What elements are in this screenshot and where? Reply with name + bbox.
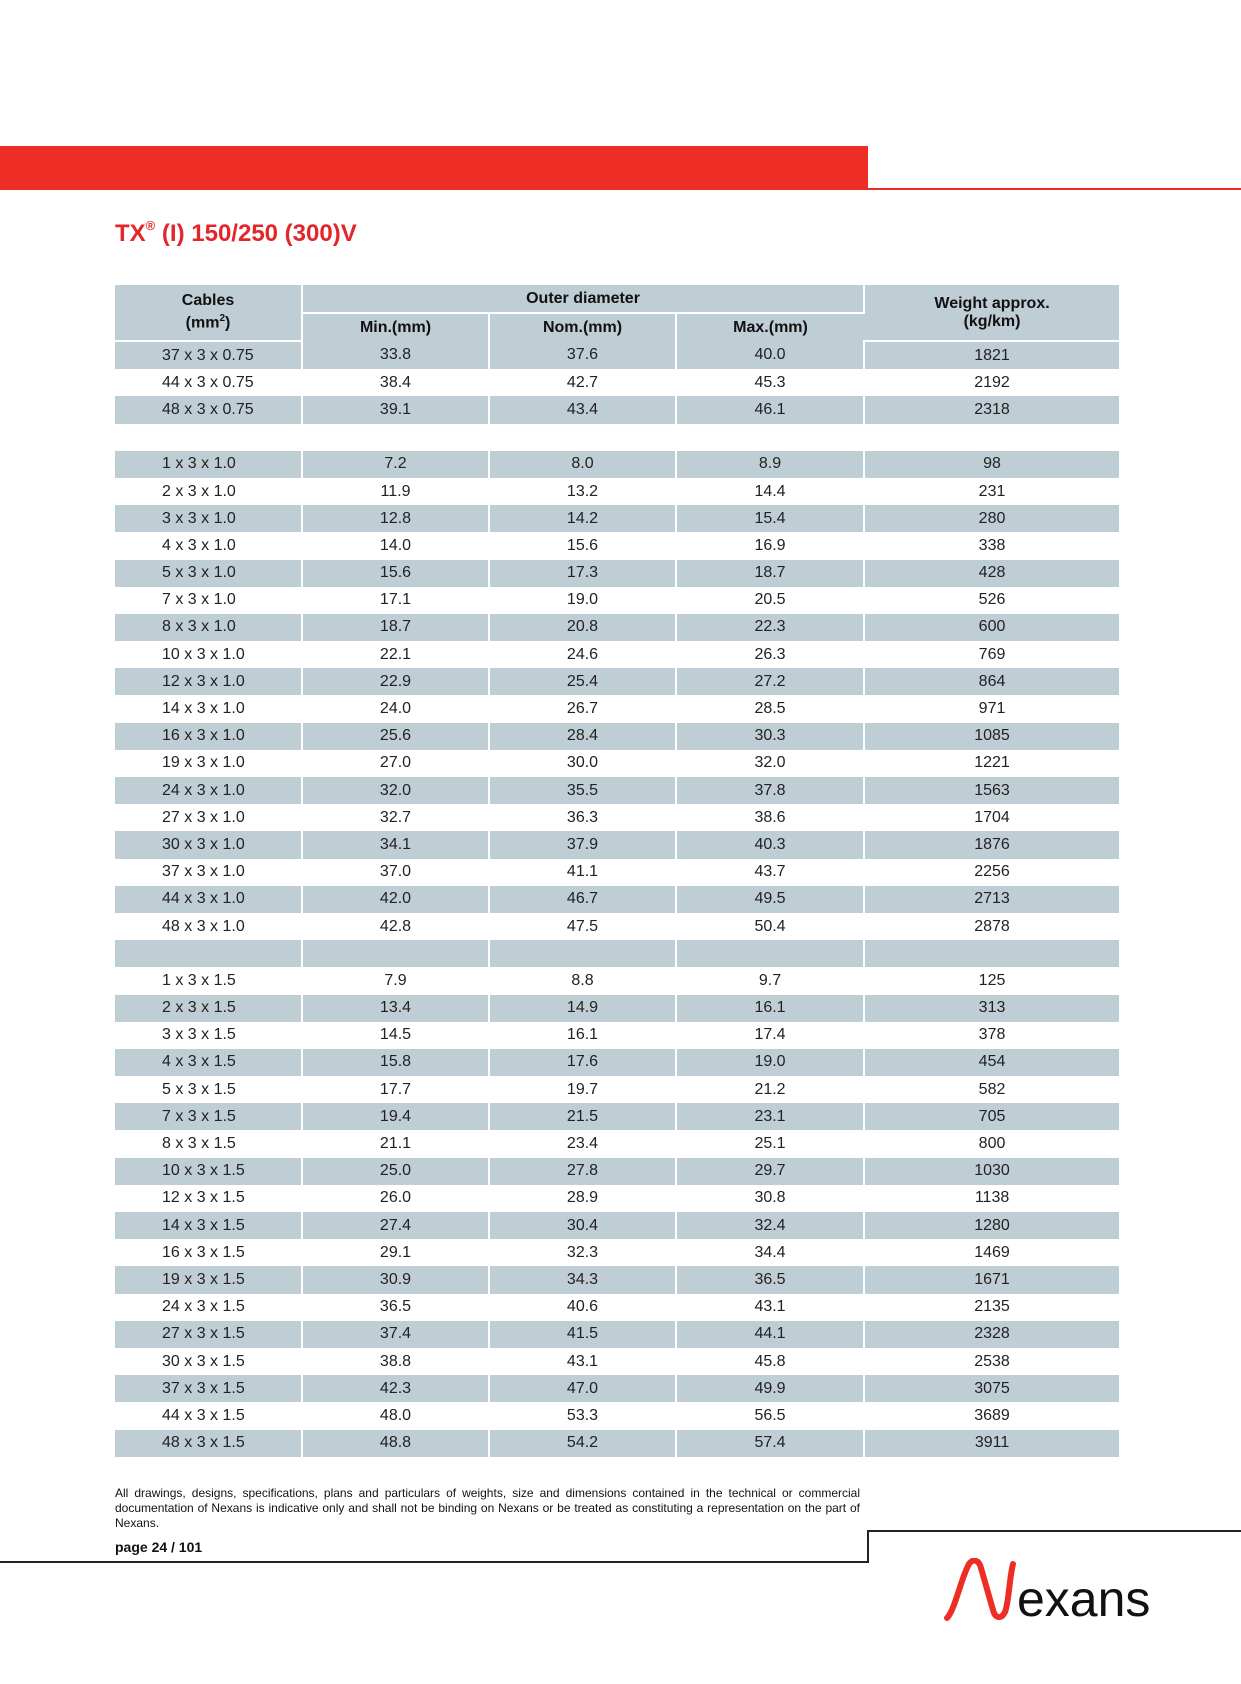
cell-cable: 44 x 3 x 1.5	[115, 1402, 302, 1429]
header-cables-unit	[115, 310, 301, 332]
cell-nom: 19.7	[489, 1076, 676, 1103]
cell-max: 32.4	[676, 1212, 864, 1239]
cell-min: 39.1	[302, 396, 489, 423]
cell-nom: 53.3	[489, 1402, 676, 1429]
cell-weight: 313	[978, 999, 1006, 1017]
cell-nom: 25.4	[489, 668, 676, 695]
cell-min: 17.7	[302, 1076, 489, 1103]
cell-min: 42.0	[302, 886, 489, 913]
cell-max: 30.8	[676, 1185, 864, 1212]
cell-nom: 42.7	[489, 369, 676, 396]
cell-max: 30.3	[676, 723, 864, 750]
table-body	[115, 341, 1119, 1457]
table-row	[115, 396, 1119, 423]
cell-min: 7.9	[302, 967, 489, 994]
header-cables-unit-sup: 2	[219, 313, 225, 325]
table-row	[115, 967, 1119, 994]
cell-cable: 1 x 3 x 1.5	[115, 967, 302, 994]
cell-weight: 769	[978, 645, 1006, 663]
cell-nom: 19.0	[489, 587, 676, 614]
table-row	[115, 641, 1119, 668]
table-row	[115, 1294, 1119, 1321]
cell-cable: 3 x 3 x 1.5	[115, 1022, 302, 1049]
cell-cable	[115, 424, 302, 451]
cell-cable: 12 x 3 x 1.0	[115, 668, 302, 695]
table-row	[115, 1348, 1119, 1375]
cell-weight: 1221	[974, 754, 1010, 772]
cell-nom: 28.9	[489, 1185, 676, 1212]
cell-nom: 21.5	[489, 1103, 676, 1130]
cell-cable: 2 x 3 x 1.5	[115, 995, 302, 1022]
cell-nom: 17.6	[489, 1049, 676, 1076]
table-row	[115, 995, 1119, 1022]
cell-max: 28.5	[676, 695, 864, 722]
cell-nom: 23.4	[489, 1130, 676, 1157]
table-row	[115, 1321, 1119, 1348]
table-row	[115, 913, 1119, 940]
cell-cable: 48 x 3 x 1.0	[115, 913, 302, 940]
cell-max: 26.3	[676, 641, 864, 668]
footer-line-step	[867, 1530, 869, 1563]
cell-cable: 37 x 3 x 1.0	[115, 859, 302, 886]
table-row	[115, 777, 1119, 804]
table-row	[115, 723, 1119, 750]
cell-min: 25.0	[302, 1158, 489, 1185]
title-registered-mark: ®	[145, 218, 156, 233]
table-row	[115, 750, 1119, 777]
page-title	[115, 220, 357, 248]
cell-max: 46.1	[676, 396, 864, 423]
cell-min: 27.0	[302, 750, 489, 777]
cell-weight: 3075	[974, 1379, 1010, 1397]
cell-max: 29.7	[676, 1158, 864, 1185]
cell-min: 36.5	[302, 1294, 489, 1321]
cell-nom: 43.4	[489, 396, 676, 423]
cell-weight: 2878	[974, 917, 1010, 935]
cell-cable: 4 x 3 x 1.5	[115, 1049, 302, 1076]
cell-nom: 43.1	[489, 1348, 676, 1375]
cell-weight: 705	[978, 1107, 1006, 1125]
cell-weight: 1671	[974, 1270, 1010, 1288]
cell-max: 34.4	[676, 1239, 864, 1266]
cell-cable: 16 x 3 x 1.5	[115, 1239, 302, 1266]
cell-min: 14.0	[302, 532, 489, 559]
cell-weight: 1030	[974, 1162, 1010, 1180]
cell-min: 22.1	[302, 641, 489, 668]
cell-weight	[864, 940, 1119, 967]
cell-min: 15.6	[302, 560, 489, 587]
cell-nom: 37.9	[489, 831, 676, 858]
cell-min: 21.1	[302, 1130, 489, 1157]
table-row	[115, 1076, 1119, 1103]
cell-weight: 1821	[974, 346, 1010, 364]
table-row	[115, 505, 1119, 532]
table-row	[115, 478, 1119, 505]
table-row	[115, 369, 1119, 396]
cell-min: 7.2	[302, 451, 489, 478]
cell-cable: 1 x 3 x 1.0	[115, 451, 302, 478]
cell-max: 38.6	[676, 804, 864, 831]
cell-max: 49.5	[676, 886, 864, 913]
header-cables-unit-pre: (mm	[185, 314, 220, 332]
cell-max: 44.1	[676, 1321, 864, 1348]
cell-nom: 13.2	[489, 478, 676, 505]
table-row	[115, 859, 1119, 886]
table-row	[115, 341, 1119, 369]
cell-nom: 24.6	[489, 641, 676, 668]
cell-nom: 32.3	[489, 1239, 676, 1266]
cell-min: 19.4	[302, 1103, 489, 1130]
cell-cable: 27 x 3 x 1.0	[115, 804, 302, 831]
cell-nom: 27.8	[489, 1158, 676, 1185]
cell-max: 15.4	[676, 505, 864, 532]
cell-nom: 34.3	[489, 1266, 676, 1293]
cell-nom: 46.7	[489, 886, 676, 913]
cell-cable: 44 x 3 x 0.75	[115, 369, 302, 396]
cell-weight: 1704	[974, 808, 1010, 826]
cell-weight: 428	[978, 564, 1006, 582]
header-weight-label: Weight approx.	[934, 294, 1050, 312]
cell-max: 32.0	[676, 750, 864, 777]
cell-weight: 2328	[974, 1325, 1010, 1343]
cell-min: 27.4	[302, 1212, 489, 1239]
table-row	[115, 1239, 1119, 1266]
cell-nom: 41.5	[489, 1321, 676, 1348]
table-row	[115, 668, 1119, 695]
cell-min: 24.0	[302, 695, 489, 722]
cell-weight: 800	[978, 1135, 1006, 1153]
cell-weight: 2318	[974, 400, 1010, 418]
cell-cable: 14 x 3 x 1.5	[115, 1212, 302, 1239]
cell-weight: 600	[978, 618, 1006, 636]
cell-max: 57.4	[676, 1430, 864, 1457]
cell-nom: 47.0	[489, 1375, 676, 1402]
table-spacer-row	[115, 424, 1119, 451]
cell-weight: 526	[978, 591, 1006, 609]
cell-cable: 48 x 3 x 0.75	[115, 396, 302, 423]
cell-nom: 14.2	[489, 505, 676, 532]
cable-spec-table	[115, 285, 1119, 1457]
table-row	[115, 1212, 1119, 1239]
cell-min: 17.1	[302, 587, 489, 614]
cell-min: 22.9	[302, 668, 489, 695]
cell-nom: 41.1	[489, 859, 676, 886]
header-nom: Nom.(mm)	[489, 313, 676, 341]
cell-min: 14.5	[302, 1022, 489, 1049]
cell-cable: 16 x 3 x 1.0	[115, 723, 302, 750]
cell-cable: 37 x 3 x 0.75	[115, 341, 302, 369]
cell-cable: 10 x 3 x 1.0	[115, 641, 302, 668]
cell-nom: 47.5	[489, 913, 676, 940]
table-row	[115, 1402, 1119, 1429]
cell-cable: 24 x 3 x 1.5	[115, 1294, 302, 1321]
cell-max: 14.4	[676, 478, 864, 505]
cell-cable: 48 x 3 x 1.5	[115, 1430, 302, 1457]
cell-weight: 3911	[974, 1434, 1010, 1452]
cell-max: 25.1	[676, 1130, 864, 1157]
table-row	[115, 831, 1119, 858]
cell-min: 42.3	[302, 1375, 489, 1402]
cell-weight: 1563	[974, 781, 1010, 799]
cell-max: 56.5	[676, 1402, 864, 1429]
cell-min: 13.4	[302, 995, 489, 1022]
footer-line-right	[867, 1530, 1241, 1532]
cell-nom: 37.6	[489, 341, 676, 369]
cell-min: 37.4	[302, 1321, 489, 1348]
cell-min: 48.0	[302, 1402, 489, 1429]
cell-max: 18.7	[676, 560, 864, 587]
cell-weight: 1876	[974, 835, 1010, 853]
table-row	[115, 451, 1119, 478]
nexans-logo-text: exans	[1017, 1571, 1151, 1627]
cell-cable: 8 x 3 x 1.0	[115, 614, 302, 641]
cell-nom: 40.6	[489, 1294, 676, 1321]
cell-max: 49.9	[676, 1375, 864, 1402]
header-cables-label: Cables	[181, 292, 235, 310]
table-row	[115, 1130, 1119, 1157]
cell-max: 27.2	[676, 668, 864, 695]
cell-cable: 5 x 3 x 1.5	[115, 1076, 302, 1103]
cell-cable: 19 x 3 x 1.0	[115, 750, 302, 777]
cell-min: 15.8	[302, 1049, 489, 1076]
cell-cable: 27 x 3 x 1.5	[115, 1321, 302, 1348]
cell-nom: 20.8	[489, 614, 676, 641]
table-spacer-row	[115, 940, 1119, 967]
cell-nom: 16.1	[489, 1022, 676, 1049]
cell-min	[302, 424, 489, 451]
cell-max: 23.1	[676, 1103, 864, 1130]
table-row	[115, 1049, 1119, 1076]
cell-weight: 1280	[974, 1216, 1010, 1234]
cell-max: 8.9	[676, 451, 864, 478]
cell-weight	[864, 424, 1119, 451]
cell-weight: 2713	[974, 890, 1010, 908]
cell-nom	[489, 940, 676, 967]
header-cables	[115, 285, 302, 341]
cell-nom: 28.4	[489, 723, 676, 750]
cell-weight: 125	[978, 971, 1006, 989]
table-row	[115, 614, 1119, 641]
cell-max: 19.0	[676, 1049, 864, 1076]
cell-min: 34.1	[302, 831, 489, 858]
nexans-logo-n-mark	[947, 1561, 1013, 1618]
cell-min: 25.6	[302, 723, 489, 750]
table-row	[115, 804, 1119, 831]
header-max: Max.(mm)	[676, 313, 864, 341]
cell-weight: 338	[978, 536, 1006, 554]
cell-max: 40.3	[676, 831, 864, 858]
cell-cable: 14 x 3 x 1.0	[115, 695, 302, 722]
header-red-line	[868, 188, 1241, 190]
cell-nom: 8.8	[489, 967, 676, 994]
cell-cable: 44 x 3 x 1.0	[115, 886, 302, 913]
cell-nom: 14.9	[489, 995, 676, 1022]
cell-weight: 1469	[974, 1243, 1010, 1261]
cell-min: 12.8	[302, 505, 489, 532]
cell-min: 11.9	[302, 478, 489, 505]
cell-max: 22.3	[676, 614, 864, 641]
cell-cable: 19 x 3 x 1.5	[115, 1266, 302, 1293]
cell-min: 37.0	[302, 859, 489, 886]
cell-cable: 10 x 3 x 1.5	[115, 1158, 302, 1185]
cell-cable: 5 x 3 x 1.0	[115, 560, 302, 587]
header-red-band	[0, 146, 868, 190]
cell-cable: 30 x 3 x 1.5	[115, 1348, 302, 1375]
cell-weight: 2135	[974, 1298, 1010, 1316]
table-row	[115, 1375, 1119, 1402]
cell-min: 30.9	[302, 1266, 489, 1293]
cell-nom: 15.6	[489, 532, 676, 559]
cell-weight: 98	[983, 455, 1001, 473]
table-row	[115, 1430, 1119, 1457]
cell-min: 29.1	[302, 1239, 489, 1266]
cell-max: 36.5	[676, 1266, 864, 1293]
cell-max	[676, 424, 864, 451]
cell-weight: 582	[978, 1080, 1006, 1098]
cell-cable: 4 x 3 x 1.0	[115, 532, 302, 559]
cell-max: 16.1	[676, 995, 864, 1022]
cell-max: 37.8	[676, 777, 864, 804]
header-min: Min.(mm)	[302, 313, 489, 341]
cell-min: 38.8	[302, 1348, 489, 1375]
footer-line-left	[0, 1561, 869, 1563]
cell-min: 38.4	[302, 369, 489, 396]
cell-weight: 864	[978, 672, 1006, 690]
cell-cable: 24 x 3 x 1.0	[115, 777, 302, 804]
cell-cable: 7 x 3 x 1.0	[115, 587, 302, 614]
cell-nom: 8.0	[489, 451, 676, 478]
cell-weight: 1085	[974, 727, 1010, 745]
cell-cable: 12 x 3 x 1.5	[115, 1185, 302, 1212]
cell-min: 18.7	[302, 614, 489, 641]
cell-weight: 2192	[974, 373, 1010, 391]
cell-min: 32.7	[302, 804, 489, 831]
header-weight-unit: (kg/km)	[963, 312, 1021, 330]
cell-nom: 35.5	[489, 777, 676, 804]
cell-nom	[489, 424, 676, 451]
table-row	[115, 532, 1119, 559]
cell-max	[676, 940, 864, 967]
title-main: TX	[115, 220, 146, 247]
header-cables-unit-post: )	[225, 314, 231, 332]
page-number: page 24 / 101	[115, 1539, 203, 1555]
table-row	[115, 1022, 1119, 1049]
cell-weight: 378	[978, 1026, 1006, 1044]
cell-cable: 37 x 3 x 1.5	[115, 1375, 302, 1402]
cell-weight: 1138	[974, 1189, 1010, 1207]
table-row	[115, 1103, 1119, 1130]
cell-cable: 3 x 3 x 1.0	[115, 505, 302, 532]
cell-min: 33.8	[302, 341, 489, 369]
nexans-logo	[943, 1558, 1158, 1628]
table-row	[115, 1266, 1119, 1293]
cell-max: 43.7	[676, 859, 864, 886]
cell-weight: 2256	[974, 863, 1010, 881]
cell-weight: 971	[978, 700, 1006, 718]
table-row	[115, 1185, 1119, 1212]
cell-max: 43.1	[676, 1294, 864, 1321]
table-row	[115, 587, 1119, 614]
cell-max: 40.0	[676, 341, 864, 369]
disclaimer-text: All drawings, designs, specifications, plans and particulars of weights, size and dimensions contained in the technical or commercial documentation of Nexans is indicative only and shall not be binding on Nexans or be treated as constituting a representation on the part of Nexans.	[115, 1486, 860, 1530]
cell-min: 42.8	[302, 913, 489, 940]
cell-nom: 17.3	[489, 560, 676, 587]
cell-cable	[115, 940, 302, 967]
cell-max: 21.2	[676, 1076, 864, 1103]
cell-weight: 280	[978, 509, 1006, 527]
cell-weight: 454	[978, 1053, 1006, 1071]
cell-nom: 30.4	[489, 1212, 676, 1239]
cell-max: 45.8	[676, 1348, 864, 1375]
cell-max: 9.7	[676, 967, 864, 994]
table-row	[115, 886, 1119, 913]
cell-nom: 30.0	[489, 750, 676, 777]
cell-max: 20.5	[676, 587, 864, 614]
cell-cable: 30 x 3 x 1.0	[115, 831, 302, 858]
cell-weight: 231	[978, 482, 1006, 500]
cell-nom: 26.7	[489, 695, 676, 722]
cell-max: 17.4	[676, 1022, 864, 1049]
cell-weight: 3689	[974, 1406, 1010, 1424]
table-row	[115, 560, 1119, 587]
title-rest: (I) 150/250 (300)V	[155, 220, 357, 247]
table-row	[115, 695, 1119, 722]
cell-weight: 2538	[974, 1352, 1010, 1370]
cell-cable: 2 x 3 x 1.0	[115, 478, 302, 505]
cell-max: 16.9	[676, 532, 864, 559]
cell-min	[302, 940, 489, 967]
cell-min: 32.0	[302, 777, 489, 804]
header-weight	[864, 285, 1119, 341]
cell-cable: 7 x 3 x 1.5	[115, 1103, 302, 1130]
cell-nom: 54.2	[489, 1430, 676, 1457]
cell-cable: 8 x 3 x 1.5	[115, 1130, 302, 1157]
header-outer-diameter: Outer diameter	[302, 285, 864, 313]
cell-max: 50.4	[676, 913, 864, 940]
cell-max: 45.3	[676, 369, 864, 396]
cell-nom: 36.3	[489, 804, 676, 831]
cell-min: 48.8	[302, 1430, 489, 1457]
cell-min: 26.0	[302, 1185, 489, 1212]
table-row	[115, 1158, 1119, 1185]
